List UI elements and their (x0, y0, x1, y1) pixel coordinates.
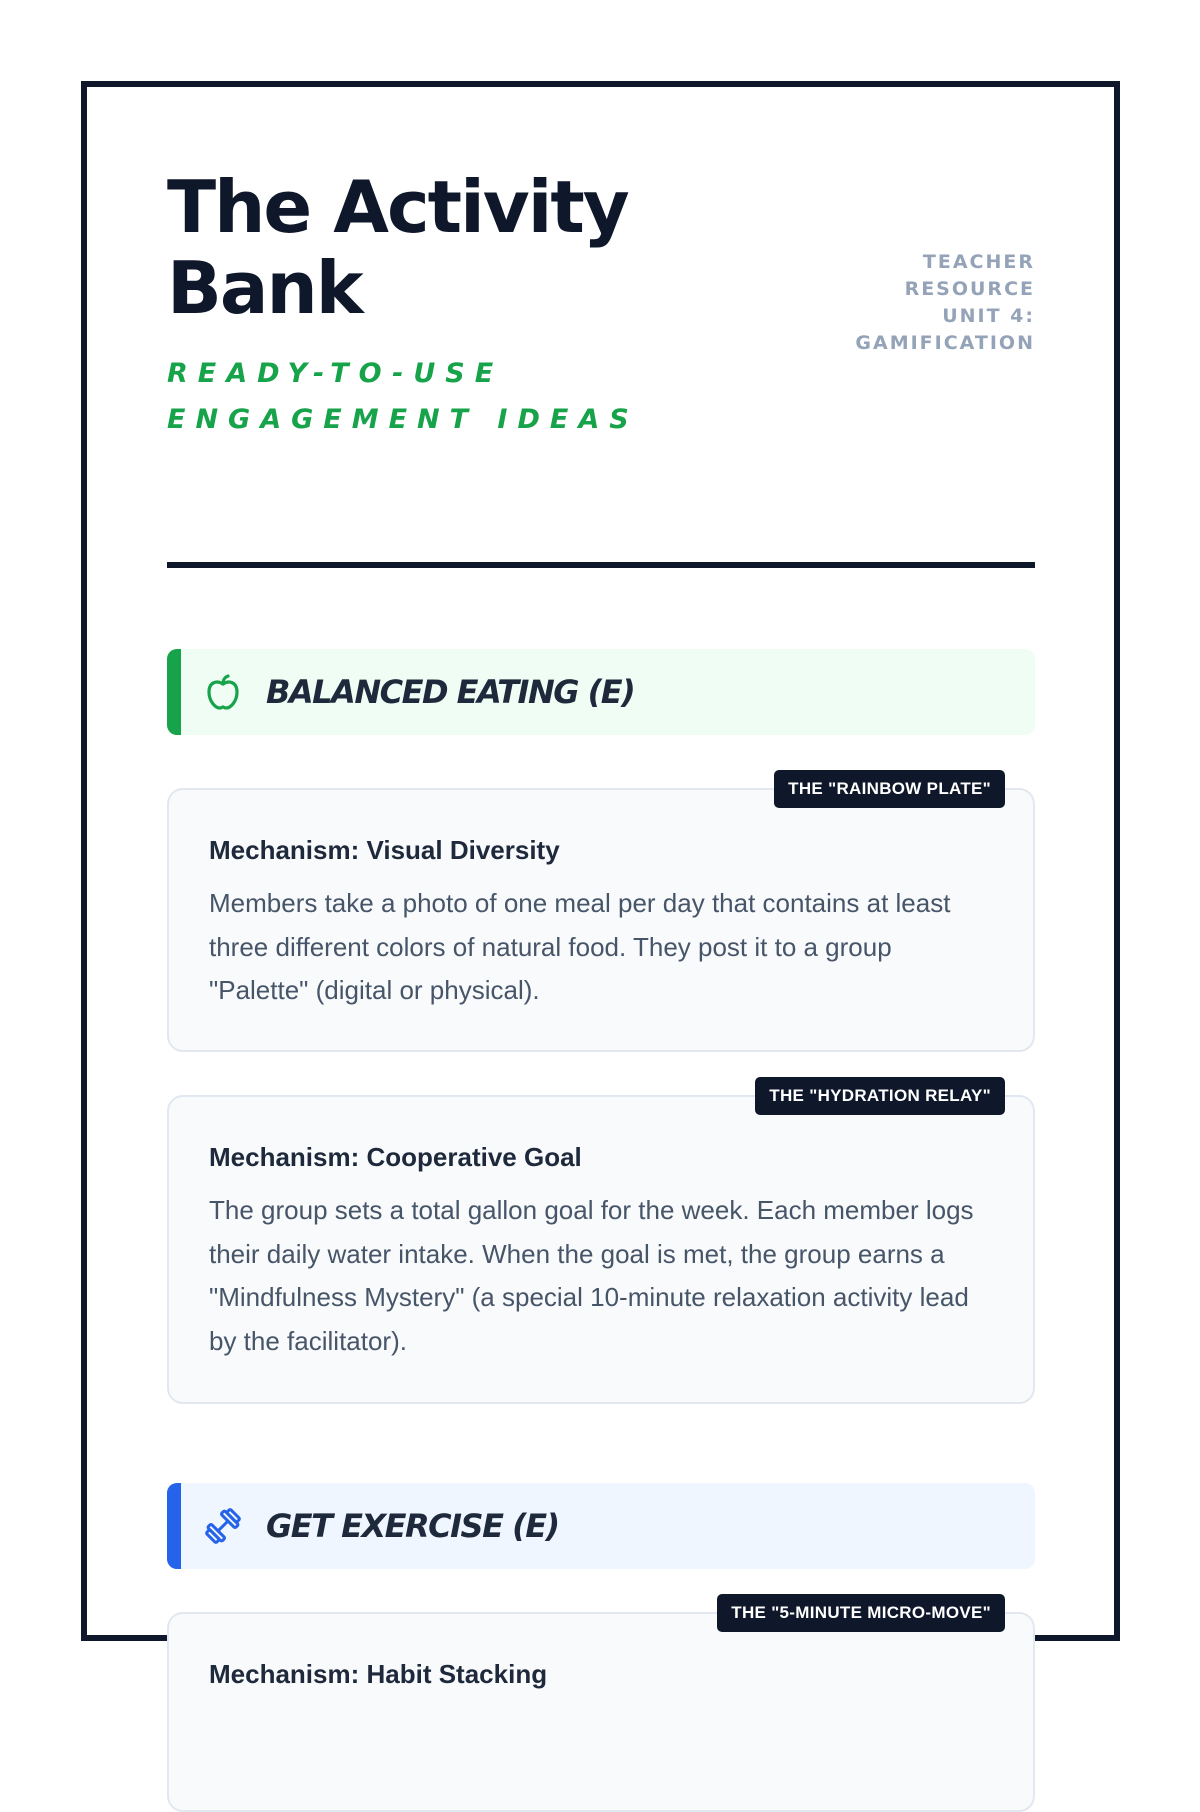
section-accent-bar (167, 1483, 181, 1569)
apple-icon (200, 669, 246, 715)
activity-badge: THE "5-MINUTE MICRO-MOVE" (717, 1594, 1005, 1632)
section-heading: GET EXERCISE (E) (266, 1507, 559, 1545)
meta-line: GAMIFICATION (855, 332, 1035, 354)
title-line: The Activity (167, 165, 628, 249)
activity-card (167, 1603, 1035, 1812)
activity-description: The group sets a total gallon goal for the week. Each member logs their daily water intake. When the goal is met, the group earns a "Mindfulness Mystery" (a special 10-minute relaxation activity lead by the facilitator). (209, 1195, 974, 1356)
section-header-balanced-eating (167, 649, 1035, 735)
section-header-get-exercise (167, 1483, 1035, 1569)
subtitle-line: ENGAGEMENT IDEAS (167, 404, 639, 435)
document-content (167, 165, 1035, 1689)
section-heading: BALANCED EATING (E) (266, 673, 635, 711)
activity-badge: THE "HYDRATION RELAY" (755, 1077, 1005, 1115)
activity-card (167, 779, 1035, 1052)
meta-line: UNIT 4: (942, 305, 1035, 327)
page-title (167, 167, 727, 329)
resource-meta (795, 249, 1035, 357)
section-accent-bar (167, 649, 181, 735)
title-line: Bank (167, 246, 362, 330)
dumbbell-icon (200, 1503, 246, 1549)
page-subtitle (167, 351, 687, 443)
subtitle-line: READY-TO-USE (167, 358, 504, 389)
page-header (167, 167, 1035, 495)
meta-line: RESOURCE (904, 278, 1035, 300)
activity-card (167, 1086, 1035, 1404)
meta-line: TEACHER (922, 251, 1035, 273)
document-frame (81, 81, 1120, 1689)
activity-description: Members take a photo of one meal per day that contains at least three different colors of natural food. They post it to a group "Palette" (digital or physical). (209, 888, 951, 1005)
mechanism-title: Mechanism: Cooperative Goal (209, 1142, 582, 1172)
mechanism-title: Mechanism: Visual Diversity (209, 835, 560, 865)
activity-badge: THE "RAINBOW PLATE" (774, 770, 1005, 808)
mechanism-title: Mechanism: Habit Stacking (209, 1659, 548, 1689)
header-divider (167, 562, 1035, 568)
